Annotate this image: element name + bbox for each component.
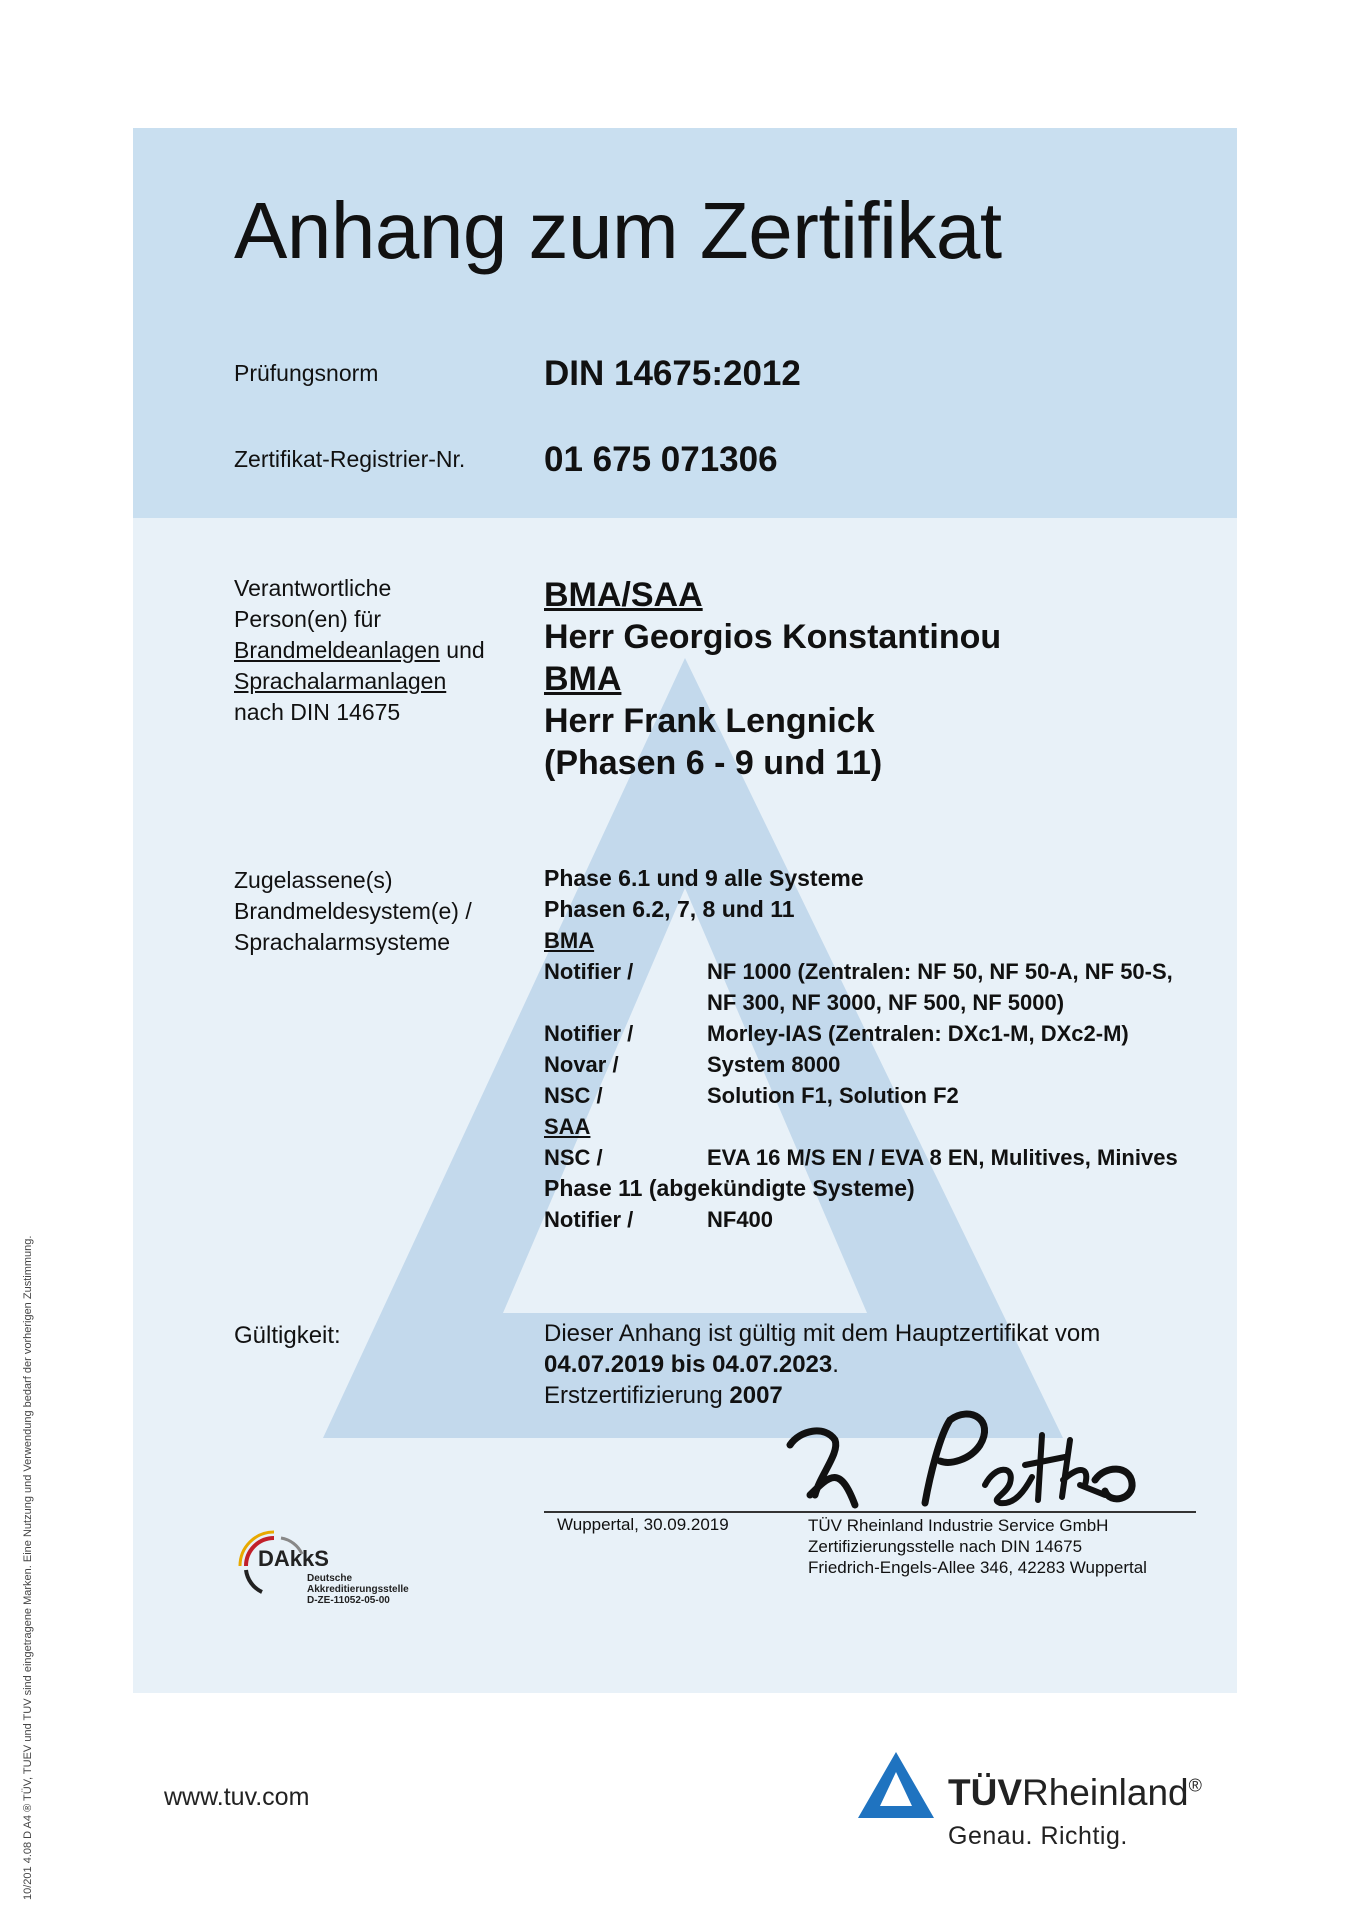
- phase-line: Phase 6.1 und 9 alle Systeme: [544, 865, 864, 891]
- first-certification-year: 2007: [729, 1382, 783, 1409]
- system-row: [544, 987, 1184, 1018]
- person-name: Herr Georgios Konstantinou: [544, 618, 1002, 656]
- system-maker: [544, 987, 707, 1018]
- system-row: [544, 1018, 1184, 1049]
- brand-rest: Rheinland: [1022, 1772, 1189, 1813]
- page-title: Anhang zum Zertifikat: [234, 186, 1002, 275]
- issuer-line: TÜV Rheinland Industrie Service GmbH: [808, 1516, 1109, 1535]
- person-name: Herr Frank Lengnick: [544, 702, 875, 740]
- persons-label-bma: Brandmeldeanlagen: [234, 637, 440, 663]
- validity-dot: .: [832, 1351, 839, 1378]
- persons-label-line: Person(en) für: [234, 606, 382, 632]
- approved-systems: [544, 863, 1184, 1235]
- systems-label-line: Brandmeldesystem(e) /: [234, 898, 472, 924]
- website-link[interactable]: www.tuv.com: [164, 1783, 310, 1811]
- dakks-sub-line: Deutsche: [307, 1573, 353, 1584]
- validity-label: Gültigkeit:: [234, 1322, 341, 1349]
- system-row: [544, 1080, 1184, 1111]
- dakks-sub-line: D-ZE-11052-05-00: [307, 1595, 390, 1606]
- persons-label: [234, 573, 485, 728]
- system-product: NF 300, NF 3000, NF 500, NF 5000): [707, 990, 1065, 1015]
- system-product: NF 1000 (Zentralen: NF 50, NF 50-A, NF 50-S,: [707, 959, 1173, 984]
- system-product: Morley-IAS (Zentralen: DXc1-M, DXc2-M): [707, 1021, 1129, 1046]
- registration-number: 01 675 071306: [544, 440, 778, 479]
- tuv-brand-name: [948, 1772, 1202, 1814]
- system-product: EVA 16 M/S EN / EVA 8 EN, Mulitives, Minives: [707, 1145, 1178, 1170]
- responsible-persons: [544, 574, 1001, 784]
- dakks-subtitle: [307, 1573, 409, 1606]
- saa-heading: SAA: [544, 1114, 591, 1139]
- side-legal-text: 10/201 4.08 D A4 ® TÜV, TUEV und TUV sind eingetragene Marken. Eine Nutzung und Verwendung bedarf der vorherigen Zustimmung.: [22, 1235, 34, 1900]
- tuv-triangle-logo-icon: [856, 1750, 936, 1820]
- issuer-line: Friedrich-Engels-Allee 346, 42283 Wuppertal: [808, 1558, 1147, 1577]
- persons-label-line: Verantwortliche: [234, 575, 392, 601]
- validity-dates: 04.07.2019 bis 04.07.2023: [544, 1351, 833, 1378]
- systems-label-line: Zugelassene(s): [234, 867, 393, 893]
- system-row: [544, 956, 1184, 987]
- system-maker: NSC /: [544, 1145, 603, 1170]
- group-heading-bma: BMA: [544, 660, 622, 698]
- system-maker: Novar /: [544, 1052, 619, 1077]
- issuer-line: Zertifizierungsstelle nach DIN 14675: [808, 1537, 1083, 1556]
- signature-image: [780, 1395, 1150, 1515]
- system-product: Solution F1, Solution F2: [707, 1083, 959, 1108]
- dakks-name: DAkkS: [258, 1546, 329, 1571]
- system-product: System 8000: [707, 1052, 841, 1077]
- person-phases: (Phasen 6 - 9 und 11): [544, 744, 883, 782]
- system-row: [544, 1142, 1184, 1173]
- place-date: Wuppertal, 30.09.2019: [557, 1515, 729, 1534]
- phase-line: Phasen 6.2, 7, 8 und 11: [544, 896, 795, 922]
- registered-mark: ®: [1188, 1775, 1202, 1796]
- persons-label-und: und: [439, 637, 485, 663]
- system-maker: NSC /: [544, 1083, 603, 1108]
- system-maker: Notifier /: [544, 1207, 634, 1232]
- system-row: [544, 1204, 1184, 1235]
- first-certification-label: Erstzertifizierung: [544, 1382, 730, 1409]
- system-maker: Notifier /: [544, 1021, 634, 1046]
- signature-line: [544, 1511, 1196, 1513]
- brand-bold: TÜV: [948, 1772, 1022, 1813]
- validity-line: Dieser Anhang ist gültig mit dem Hauptzertifikat vom: [544, 1320, 1101, 1347]
- tuv-slogan: Genau. Richtig.: [948, 1822, 1128, 1850]
- persons-label-line: nach DIN 14675: [234, 699, 401, 725]
- persons-label-saa: Sprachalarmanlagen: [234, 668, 447, 694]
- bma-heading: BMA: [544, 928, 595, 953]
- group-heading-bma-saa: BMA/SAA: [544, 576, 703, 614]
- system-maker: Notifier /: [544, 959, 634, 984]
- systems-label: [234, 865, 472, 958]
- system-product: NF400: [707, 1207, 774, 1232]
- phase-line: Phase 11 (abgekündigte Systeme): [544, 1175, 915, 1201]
- systems-label-line: Sprachalarmsysteme: [234, 929, 451, 955]
- registration-label: Zertifikat-Registrier-Nr.: [234, 446, 466, 472]
- dakks-sub-line: Akkreditierungsstelle: [307, 1584, 409, 1595]
- norm-label: Prüfungsnorm: [234, 360, 379, 386]
- norm-value: DIN 14675:2012: [544, 354, 801, 393]
- system-row: [544, 1049, 1184, 1080]
- issuer-block: [808, 1515, 1147, 1578]
